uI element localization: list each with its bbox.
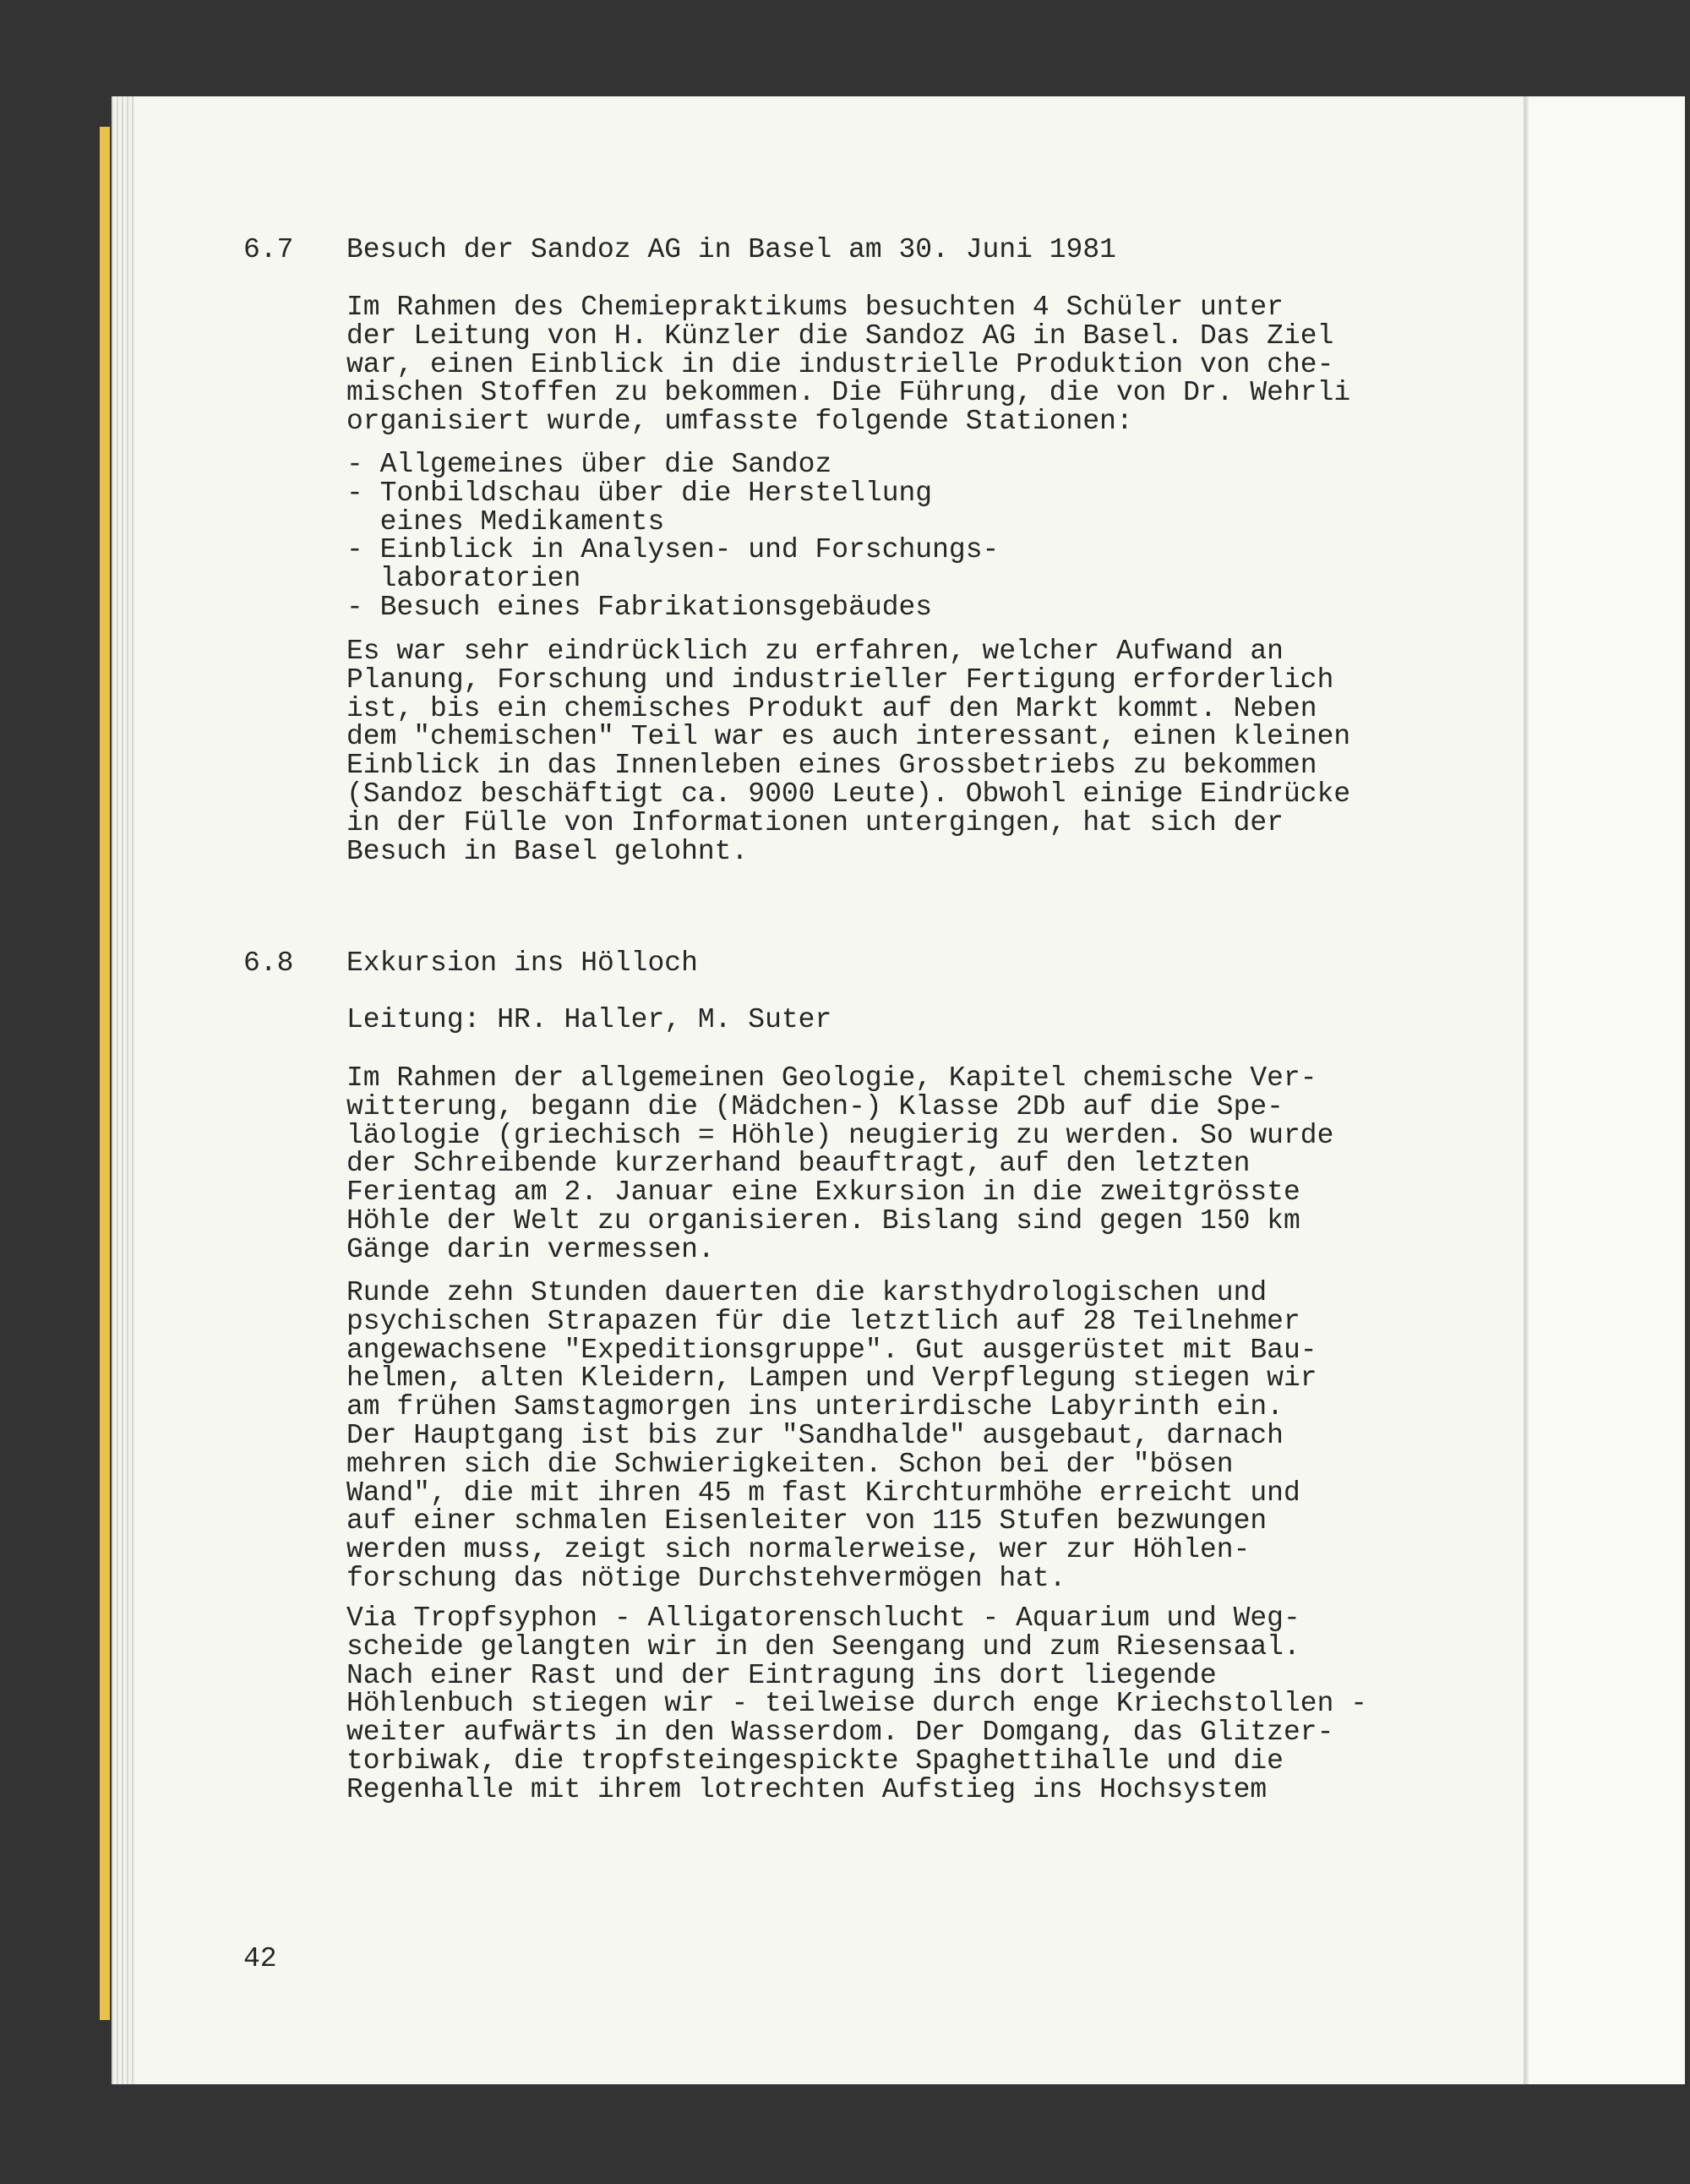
text-line: - Einblick in Analysen- und Forschungs- — [346, 534, 1000, 566]
page-stack-edges — [112, 96, 135, 2084]
text-line: läologie (griechisch = Höhle) neugierig zu werden. So wurde — [346, 1119, 1334, 1151]
section-title: Exkursion ins Hölloch — [346, 947, 698, 979]
text-line: helmen, alten Kleidern, Lampen und Verpflegung stiegen wir — [346, 1362, 1317, 1395]
text-line: Planung, Forschung und industrieller Fertigung erforderlich — [346, 663, 1334, 696]
text-line: werden muss, zeigt sich normalerweise, wer zur Höhlen- — [346, 1534, 1251, 1566]
text-line: forschung das nötige Durchstehvermögen hat. — [346, 1562, 1066, 1594]
text-line: angewachsene "Expeditionsgruppe". Gut ausgerüstet mit Bau- — [346, 1334, 1317, 1366]
facing-page — [1529, 96, 1685, 2084]
text-line: auf einer schmalen Eisenleiter von 115 Stufen bezwungen — [346, 1505, 1268, 1537]
text-line: (Sandoz beschäftigt ca. 9000 Leute). Obwohl einige Eindrücke — [346, 778, 1351, 810]
text-line: torbiwak, die tropfsteingespickte Spaghettihalle und die — [346, 1744, 1284, 1777]
text-line: Im Rahmen des Chemiepraktikums besuchten 4 Schüler unter — [346, 292, 1284, 323]
text-line: Es war sehr eindrücklich zu erfahren, welcher Aufwand an — [346, 636, 1284, 667]
text-line: Ferientag am 2. Januar eine Exkursion in die zweitgrösste — [346, 1177, 1300, 1209]
paragraph — [346, 1064, 1333, 1264]
paragraph — [346, 637, 1350, 865]
text-line: war, einen Einblick in die industrielle Produktion von che- — [346, 348, 1334, 380]
text-line: Regenhalle mit ihrem lotrechten Aufstieg ins Hochsystem — [346, 1773, 1268, 1805]
text-line: scheide gelangten wir in den Seengang und zum Riesensaal. — [346, 1630, 1300, 1663]
paragraph — [346, 1279, 1317, 1593]
text-line: der Schreibende kurzerhand beauftragt, auf den letzten — [346, 1148, 1251, 1180]
text-line: eines Medikaments — [346, 505, 665, 538]
text-line: Höhle der Welt zu organisieren. Bislang sind gegen 150 km — [346, 1204, 1300, 1237]
text-line: laboratorien — [346, 563, 581, 595]
text-line: psychischen Strapazen für die letztlich auf 28 Teilnehmer — [346, 1305, 1300, 1337]
text-line: der Leitung von H. Künzler die Sandoz AG in Basel. Das Ziel — [346, 319, 1334, 352]
text-line: witterung, begann die (Mädchen-) Klasse 2Db auf die Spe- — [346, 1090, 1284, 1122]
text-line: Einblick in das Innenleben eines Grossbetriebs zu bekommen — [346, 750, 1317, 782]
text-line: Wand", die mit ihren 45 m fast Kirchturmhöhe erreicht und — [346, 1477, 1300, 1509]
page-edge-yellow — [100, 127, 110, 2020]
paragraph — [346, 1604, 1367, 1805]
text-line: Runde zehn Stunden dauerten die karsthydrologischen und — [346, 1277, 1268, 1308]
text-line: - Besuch eines Fabrikationsgebäudes — [346, 591, 933, 623]
page-number: 42 — [243, 1943, 277, 1974]
section-title: Besuch der Sandoz AG in Basel am 30. Juni 1981 — [346, 234, 1116, 265]
text-line: - Allgemeines über die Sandoz — [346, 449, 832, 480]
text-line: Via Tropfsyphon - Alligatorenschlucht - Aquarium und Weg- — [346, 1603, 1300, 1634]
text-line: Besuch in Basel gelohnt. — [346, 835, 749, 867]
text-line: mehren sich die Schwierigkeiten. Schon bei der "bösen — [346, 1448, 1234, 1480]
text-line: dem "chemischen" Teil war es auch interessant, einen kleinen — [346, 721, 1351, 753]
text-line: organisiert wurde, umfasste folgende Stationen: — [346, 406, 1133, 438]
text-line: mischen Stoffen zu bekommen. Die Führung, die von Dr. Wehrli — [346, 377, 1351, 409]
text-line: - Tonbildschau über die Herstellung — [346, 477, 933, 509]
text-line: Höhlenbuch stiegen wir - teilweise durch enge Kriechstollen - — [346, 1688, 1367, 1720]
text-line: Nach einer Rast und der Eintragung ins dort liegende — [346, 1659, 1217, 1691]
section-number: 6.7 — [243, 234, 294, 265]
station-list — [346, 450, 999, 622]
text-line: weiter aufwärts in den Wasserdom. Der Domgang, das Glitzer- — [346, 1717, 1334, 1749]
text-line: in der Fülle von Informationen untergingen, hat sich der — [346, 806, 1284, 838]
text-line: Gänge darin vermessen. — [346, 1233, 715, 1265]
leitung-line: Leitung: HR. Haller, M. Suter — [346, 1004, 832, 1035]
paragraph — [346, 293, 1350, 436]
section-number: 6.8 — [243, 947, 294, 979]
text-line: ist, bis ein chemisches Produkt auf den Markt kommt. Neben — [346, 692, 1317, 724]
text-line: Im Rahmen der allgemeinen Geologie, Kapitel chemische Ver- — [346, 1062, 1317, 1094]
text-line: am frühen Samstagmorgen ins unterirdische Labyrinth ein. — [346, 1391, 1284, 1423]
text-line: Der Hauptgang ist bis zur "Sandhalde" ausgebaut, darnach — [346, 1419, 1284, 1451]
